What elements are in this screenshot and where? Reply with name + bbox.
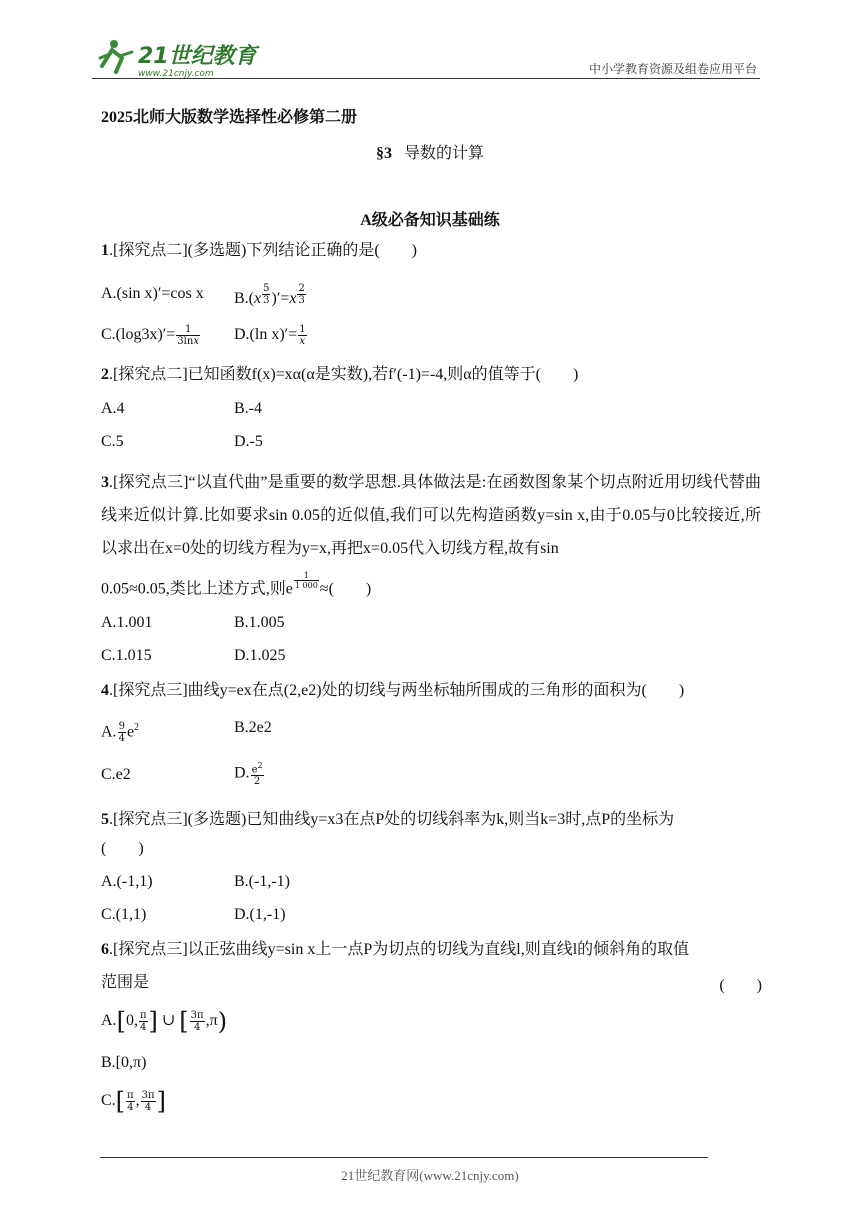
q4-option-b: B.2e2 [234,719,272,736]
question-1: 1.[探究点二](多选题)下列结论正确的是( ) [101,242,417,259]
question-5-paren: ( ) [101,840,144,857]
book-title: 2025北师大版数学选择性必修第二册 [101,109,358,126]
header-divider [92,78,760,79]
question-2: 2.[探究点二]已知函数f(x)=xα(α是实数),若f′(-1)=-4,则α的值等于( ) [101,366,579,383]
q1-option-d: D.(ln x)′= $\frac{1}{x}$ [234,324,306,347]
q1-option-c: C.(log3x)′= $\frac{1}{3\ln x}$ [101,324,199,347]
question-6-line-2: 范围是 [101,974,150,991]
q4-option-a: A. $\frac{9}{4}$ $e^2$ [101,721,140,745]
q6-option-a: A.[0, $\frac{\pi}{4}$ ] ∪ [ $\frac{3\pi}{4}$ ,π) [101,1007,228,1036]
q5-option-c: C.(1,1) [101,906,147,923]
q5-option-d: D.(1,-1) [234,906,286,923]
question-4: 4.[探究点三]曲线y=ex在点(2,e2)处的切线与两坐标轴所围成的三角形的面积为( ) [101,682,685,699]
level-title: A级必备知识基础练 [360,212,500,229]
section-name: 导数的计算 [403,145,484,162]
question-6-paren: ( ) [719,977,762,994]
question-3-line-2: 0.05≈0.05,类比上述方式,则e $^{\frac{1}{1 000}}$ ≈( ) [101,571,372,598]
svg-text:www.21cnjy.com: www.21cnjy.com [138,69,214,79]
q6-option-c: C.[ $\frac{\pi}{4}$ , $\frac{3\pi}{4}$ ] [101,1087,166,1116]
q1-option-a: A.(sin x)′=cos x [101,285,204,302]
q1-option-b: B.(x $^{\frac{5}{3}}$ )′=x $^{\frac{2}{3}}$ [234,283,305,308]
q2-option-b: B.-4 [234,400,262,417]
svg-text:21世纪教育: 21世纪教育 [138,44,257,69]
q3-option-b: B.1.005 [234,614,285,631]
question-5: 5.[探究点三](多选题)已知曲线y=x3在点P处的切线斜率为k,则当k=3时,点P的坐标为 [101,811,675,828]
q4-option-d: D. $\frac{e^2}{2}$ [234,761,263,788]
site-logo [92,36,262,80]
section-number: §3 [375,145,392,162]
q3-option-c: C.1.015 [101,647,152,664]
q3-option-d: D.1.025 [234,647,286,664]
q5-option-b: B.(-1,-1) [234,873,290,890]
q6-option-b: B.[0,π) [101,1054,147,1071]
q2-option-d: D.-5 [234,433,263,450]
q3-option-a: A.1.001 [101,614,153,631]
question-3: 3.[探究点三]“以直代曲”是重要的数学思想.具体做法是:在函数图象某个切点附近用切线代替曲线来近似计算.比如要求sin 0.05的近似值,我们可以先构造函数y=sin x,由于0.05与0比较接近,所以求出在x=0处的切线方程为y=x,再把x=0.05代入切线方程,故有sin [101,474,761,557]
footer-divider [100,1157,708,1158]
section-title [0,140,860,163]
footer-link[interactable]: 21世纪教育网(www.21cnjy.com) [341,1168,519,1183]
q5-option-a: A.(-1,1) [101,873,153,890]
q2-option-c: C.5 [101,433,124,450]
question-6: 6.[探究点三]以正弦曲线y=sin x上一点P为切点的切线为直线l,则直线l的倾斜角的取值 [101,941,690,958]
q4-option-c: C.e2 [101,766,131,783]
platform-name: 中小学教育资源及组卷应用平台 [588,62,757,76]
q2-option-a: A.4 [101,400,125,417]
